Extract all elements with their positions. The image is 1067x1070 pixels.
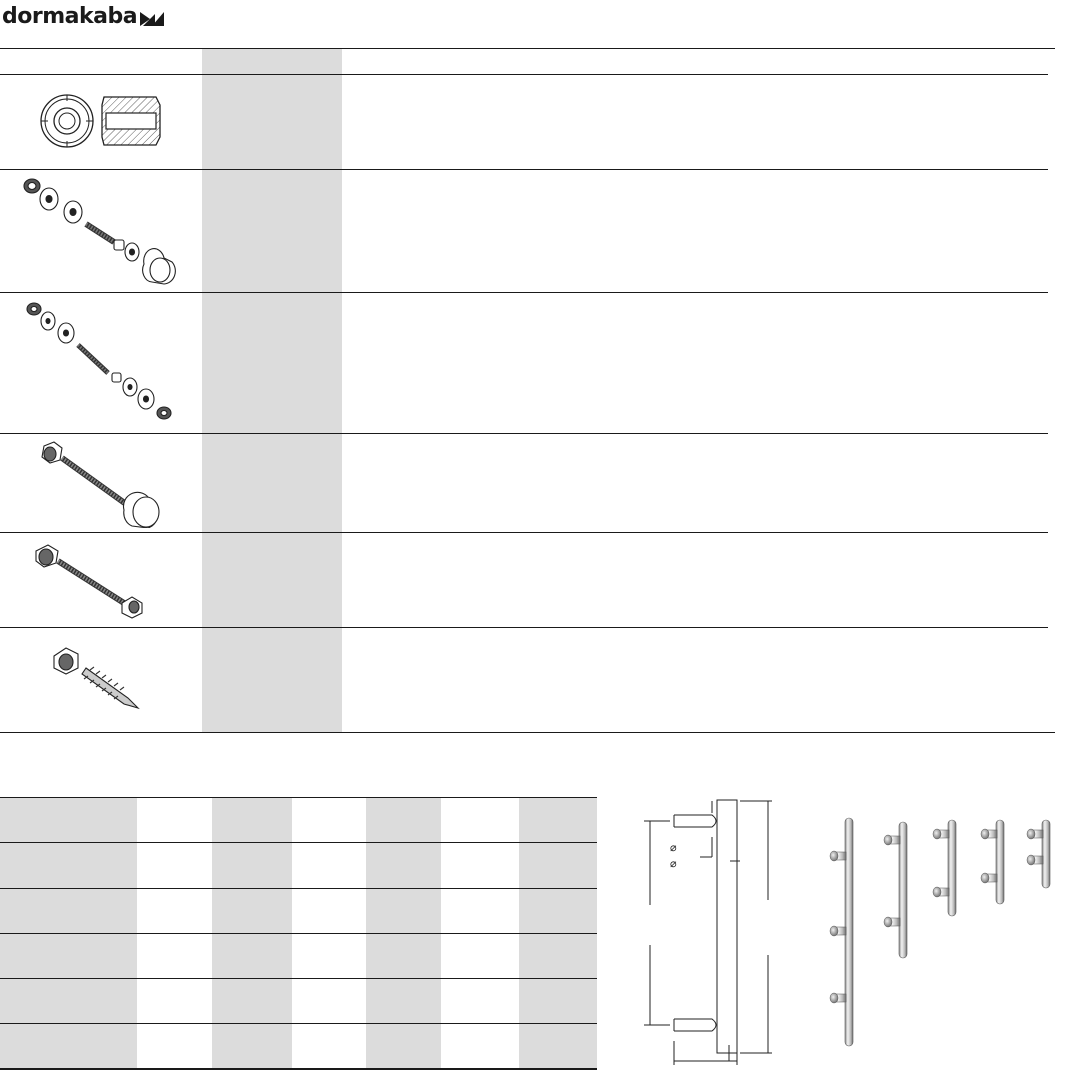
brand-logo: [2, 1, 164, 31]
diameter-label: ⌀: [670, 841, 677, 854]
accessory-image: [0, 75, 202, 169]
brand-mark-icon: [140, 10, 164, 26]
table-row: [0, 434, 1055, 532]
table-row: [0, 533, 1055, 627]
table-row: [0, 75, 1055, 169]
accessories-table: [0, 48, 1055, 733]
handle-variant-long: [830, 818, 853, 1046]
single-sided-fixing-set-icon: [20, 174, 180, 290]
rosette-cross-section-icon: [40, 91, 162, 151]
row-divider: [0, 933, 597, 934]
row-divider: [0, 842, 597, 843]
threaded-rod-double-icon: [34, 541, 152, 621]
handle-variants-illustration: [826, 812, 1058, 1048]
accessory-image: [0, 533, 202, 627]
row-divider: [0, 978, 597, 979]
handle-variant-short: [933, 820, 956, 916]
table-rule-bottom: [0, 732, 1055, 733]
accessory-image: [0, 170, 202, 292]
accessory-image: [0, 628, 202, 732]
handle-dimension-drawing: [640, 795, 780, 1069]
table-row: [0, 170, 1055, 292]
accessory-image: [0, 293, 202, 433]
table-row: [0, 628, 1055, 732]
table-row: [0, 293, 1055, 433]
wood-screw-fixing-icon: [52, 644, 144, 714]
accessory-image: [0, 434, 202, 532]
table-rule-top: [0, 797, 597, 798]
diameter-label: ⌀: [670, 857, 677, 870]
handle-variant-mini: [1027, 820, 1050, 888]
threaded-rod-with-cap-icon: [38, 438, 168, 528]
handle-variant-medium: [884, 822, 907, 958]
row-divider: [0, 888, 597, 889]
row-divider: [0, 1023, 597, 1024]
handle-variant-compact: [981, 820, 1004, 904]
dimension-table: [0, 797, 597, 1070]
table-header-row: [0, 48, 1055, 74]
brand-name: dormakaba: [2, 3, 138, 29]
double-sided-fixing-set-icon: [24, 299, 180, 429]
